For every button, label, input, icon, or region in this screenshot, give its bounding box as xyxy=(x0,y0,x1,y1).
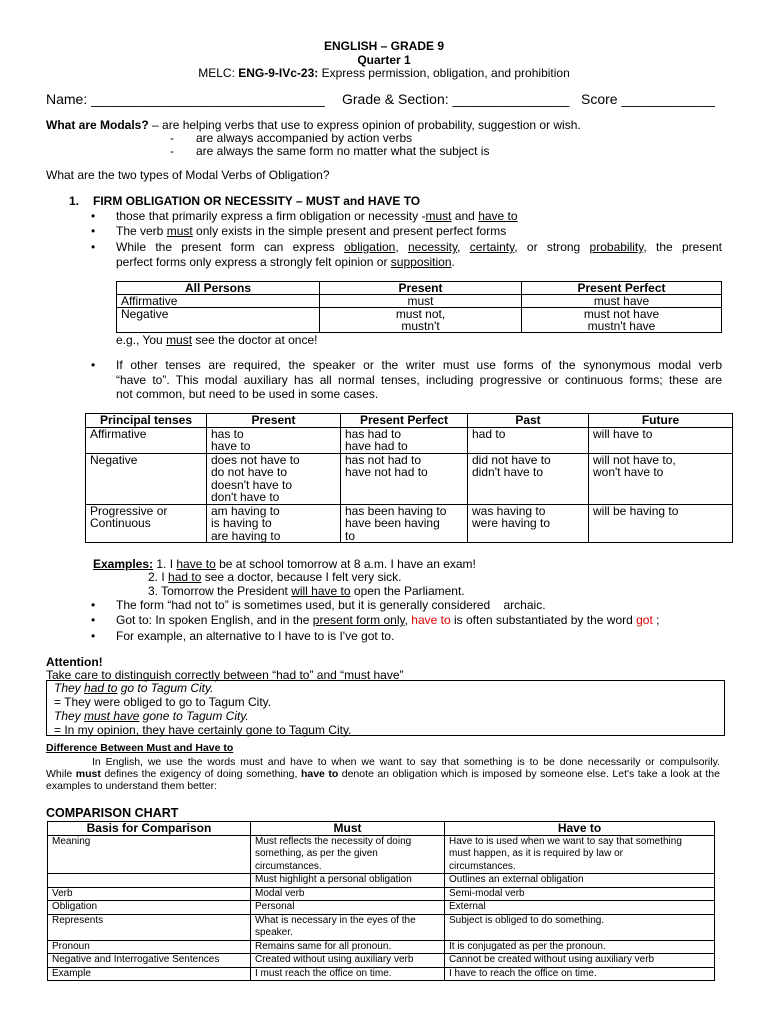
table-header: Basis for Comparison xyxy=(48,822,251,836)
table-cell: am having to is having to are having to xyxy=(207,504,341,543)
table-cell: must have xyxy=(522,295,722,308)
attention-title: Attention! xyxy=(46,655,103,669)
bullet-icon: • xyxy=(91,240,96,254)
table-cell: has to have to xyxy=(207,427,341,453)
table-row xyxy=(86,504,733,543)
table-header: Have to xyxy=(445,822,715,836)
table-header: Past xyxy=(468,414,589,428)
table-header-row xyxy=(117,282,722,295)
examples-line-3: 3. Tomorrow the President will have to open the Parliament. xyxy=(148,584,465,598)
bullet-3: While the present form can express obligation, necessity, certainty, or strong probability, the present xyxy=(116,240,723,254)
bullet-icon: • xyxy=(91,358,96,372)
table-cell: Subject is obliged to do something. xyxy=(445,914,715,940)
table-row xyxy=(48,901,715,915)
table-header: Must xyxy=(251,822,445,836)
modals-question: What are Modals? xyxy=(46,118,149,132)
table-cell: It is conjugated as per the pronoun. xyxy=(445,940,715,954)
table-cell: Negative and Interrogative Sentences xyxy=(48,954,251,968)
modal-desc-2: - are always the same form no matter what the subject is xyxy=(170,144,490,158)
table-cell: Negative xyxy=(117,308,320,333)
table-cell: What is necessary in the eyes of the speaker. xyxy=(251,914,445,940)
table-cell: Meaning xyxy=(48,835,251,874)
have-to-tenses-table xyxy=(85,413,733,543)
table-cell: Have to is used when we want to say that something must happen, as it is required by law or circumstances. xyxy=(445,835,715,874)
table-header: Present Perfect xyxy=(341,414,468,428)
table-row xyxy=(48,914,715,940)
table-cell: Must highlight a personal obligation xyxy=(251,874,445,888)
para-other-tenses-2: “have to”. This modal auxiliary has all normal tenses, including progressive or continuous forms; these are xyxy=(116,373,722,387)
example-1: e.g., You must see the doctor at once! xyxy=(116,333,318,347)
table-cell: must not, mustn't xyxy=(320,308,522,333)
table-row xyxy=(48,967,715,981)
bullet-icon: • xyxy=(91,224,96,238)
table-row xyxy=(48,874,715,888)
table-cell: does not have to do not have to doesn't have to don't have to xyxy=(207,453,341,504)
para-other-tenses-3: not common, but need to be used in some cases. xyxy=(116,387,379,401)
table-cell: Pronoun xyxy=(48,940,251,954)
table-cell: Example xyxy=(48,967,251,981)
difference-title: Difference Between Must and Have to xyxy=(46,742,234,754)
name-field[interactable]: Name: ______________________________ xyxy=(46,91,325,107)
attention-line-1: They had to go to Tagum City. xyxy=(54,681,214,695)
difference-p3: examples to understand them better: xyxy=(46,780,218,792)
table-header: Principal tenses xyxy=(86,414,207,428)
bullet-icon: • xyxy=(91,209,96,223)
examples-line-2: 2. I had to see a doctor, because I felt very sick. xyxy=(148,570,402,584)
table-cell: I have to reach the office on time. xyxy=(445,967,715,981)
bullet-icon: • xyxy=(91,629,96,643)
table-header-row xyxy=(48,822,715,836)
bullet-1: those that primarily express a firm obligation or necessity -must and have to xyxy=(116,209,518,223)
table-row xyxy=(86,427,733,453)
table-row xyxy=(86,453,733,504)
modals-def: – are helping verbs that use to express opinion of probability, suggestion or wish. xyxy=(148,118,581,132)
attention-box xyxy=(46,680,725,736)
comparison-title: COMPARISON CHART xyxy=(46,806,179,820)
table-cell: will be having to xyxy=(589,504,733,543)
table-cell: Semi-modal verb xyxy=(445,887,715,901)
types-question: What are the two types of Modal Verbs of Obligation? xyxy=(46,168,330,182)
bullet-got-to: Got to: In spoken English, and in the present form only, have to is often substantiated by the word got ; xyxy=(116,613,660,627)
table-cell: Personal xyxy=(251,901,445,915)
table-cell: Remains same for all pronoun. xyxy=(251,940,445,954)
attention-line-2: = They were obliged to go to Tagum City. xyxy=(54,695,272,709)
difference-p1: In English, we use the words must and have to when we want to say that something is to be done necessarily or compulsorily. xyxy=(92,756,720,768)
attention-subtitle: Take care to distinguish correctly between “had to” and “must have” xyxy=(46,668,404,682)
table-cell: will not have to, won't have to xyxy=(589,453,733,504)
table-cell: must xyxy=(320,295,522,308)
examples-line-1: Examples: 1. I have to be at school tomorrow at 8 a.m. I have an exam! xyxy=(93,557,476,571)
table-cell: Represents xyxy=(48,914,251,940)
bullet-2: The verb must only exists in the simple present and present perfect forms xyxy=(116,224,507,238)
table-header-row xyxy=(86,414,733,428)
table-row xyxy=(48,940,715,954)
table-cell: External xyxy=(445,901,715,915)
modal-desc-1: - are always accompanied by action verbs xyxy=(170,131,413,145)
melc-text: Express permission, obligation, and prohibition xyxy=(318,66,570,80)
modals-definition xyxy=(46,118,581,132)
table-cell: has not had to have not had to xyxy=(341,453,468,504)
table-header: Present Perfect xyxy=(522,282,722,295)
table-cell: Modal verb xyxy=(251,887,445,901)
table-row xyxy=(48,835,715,874)
table-cell: had to xyxy=(468,427,589,453)
doc-title: ENGLISH – GRADE 9 xyxy=(323,39,445,53)
bullet-icon: • xyxy=(91,613,96,627)
table-row xyxy=(117,295,722,308)
table-cell: Verb xyxy=(48,887,251,901)
table-cell: Must reflects the necessity of doing something, as per the given circumstances. xyxy=(251,835,445,874)
table-header: Present xyxy=(207,414,341,428)
attention-line-4: = In my opinion, they have certainly gone to Tagum City. xyxy=(54,723,352,737)
modal-desc-2-text: are always the same form no matter what the subject is xyxy=(196,144,490,158)
table-cell: has had to have had to xyxy=(341,427,468,453)
table-row xyxy=(48,887,715,901)
melc-line xyxy=(0,66,768,80)
table-header: Present xyxy=(320,282,522,295)
table-header: Future xyxy=(589,414,733,428)
bullet-alternative: For example, an alternative to I have to is I've got to. xyxy=(116,629,395,643)
quarter-label: Quarter 1 xyxy=(357,53,411,67)
table-cell: Negative xyxy=(86,453,207,504)
section-1-heading: FIRM OBLIGATION OR NECESSITY – MUST and HAVE TO xyxy=(93,194,421,208)
table-cell: Outlines an external obligation xyxy=(445,874,715,888)
difference-p2: While must defines the exigency of doing something, have to denote an obligation which is imposed by someone else. Let's take a look at the xyxy=(46,768,720,780)
table-cell: will have to xyxy=(589,427,733,453)
comparison-table xyxy=(47,821,715,981)
section-1-number: 1. xyxy=(69,194,80,208)
melc-code: ENG-9-IVc-23: xyxy=(238,66,319,80)
bullet-3-cont: perfect forms only express a strongly felt opinion or supposition. xyxy=(116,255,455,269)
table-cell: Created without using auxiliary verb xyxy=(251,954,445,968)
table-cell: has been having to have been having to xyxy=(341,504,468,543)
attention-line-3: They must have gone to Tagum City. xyxy=(54,709,249,723)
melc-label: MELC: xyxy=(198,66,239,80)
para-other-tenses-1: If other tenses are required, the speaker or the writer must use forms of the synonymous modal verb xyxy=(116,358,722,372)
table-cell: did not have to didn't have to xyxy=(468,453,589,504)
score-field[interactable]: Score ____________ xyxy=(581,91,715,107)
grade-section-field[interactable]: Grade & Section: _______________ xyxy=(342,91,570,107)
bullet-had-not-to: The form “had not to” is sometimes used, but it is generally considered archaic. xyxy=(116,598,546,612)
table-cell: Progressive or Continuous xyxy=(86,504,207,543)
table-cell: was having to were having to xyxy=(468,504,589,543)
table-cell: I must reach the office on time. xyxy=(251,967,445,981)
table-cell xyxy=(48,874,251,888)
table-cell: Obligation xyxy=(48,901,251,915)
table-header: All Persons xyxy=(117,282,320,295)
table-cell: Affirmative xyxy=(117,295,320,308)
table-row xyxy=(117,308,722,333)
table-cell: Cannot be created without using auxiliary verb xyxy=(445,954,715,968)
must-forms-table xyxy=(116,281,722,333)
modal-desc-1-text: are always accompanied by action verbs xyxy=(196,131,413,145)
table-cell: Affirmative xyxy=(86,427,207,453)
table-row xyxy=(48,954,715,968)
bullet-icon: • xyxy=(91,598,96,612)
table-cell: must not have mustn't have xyxy=(522,308,722,333)
